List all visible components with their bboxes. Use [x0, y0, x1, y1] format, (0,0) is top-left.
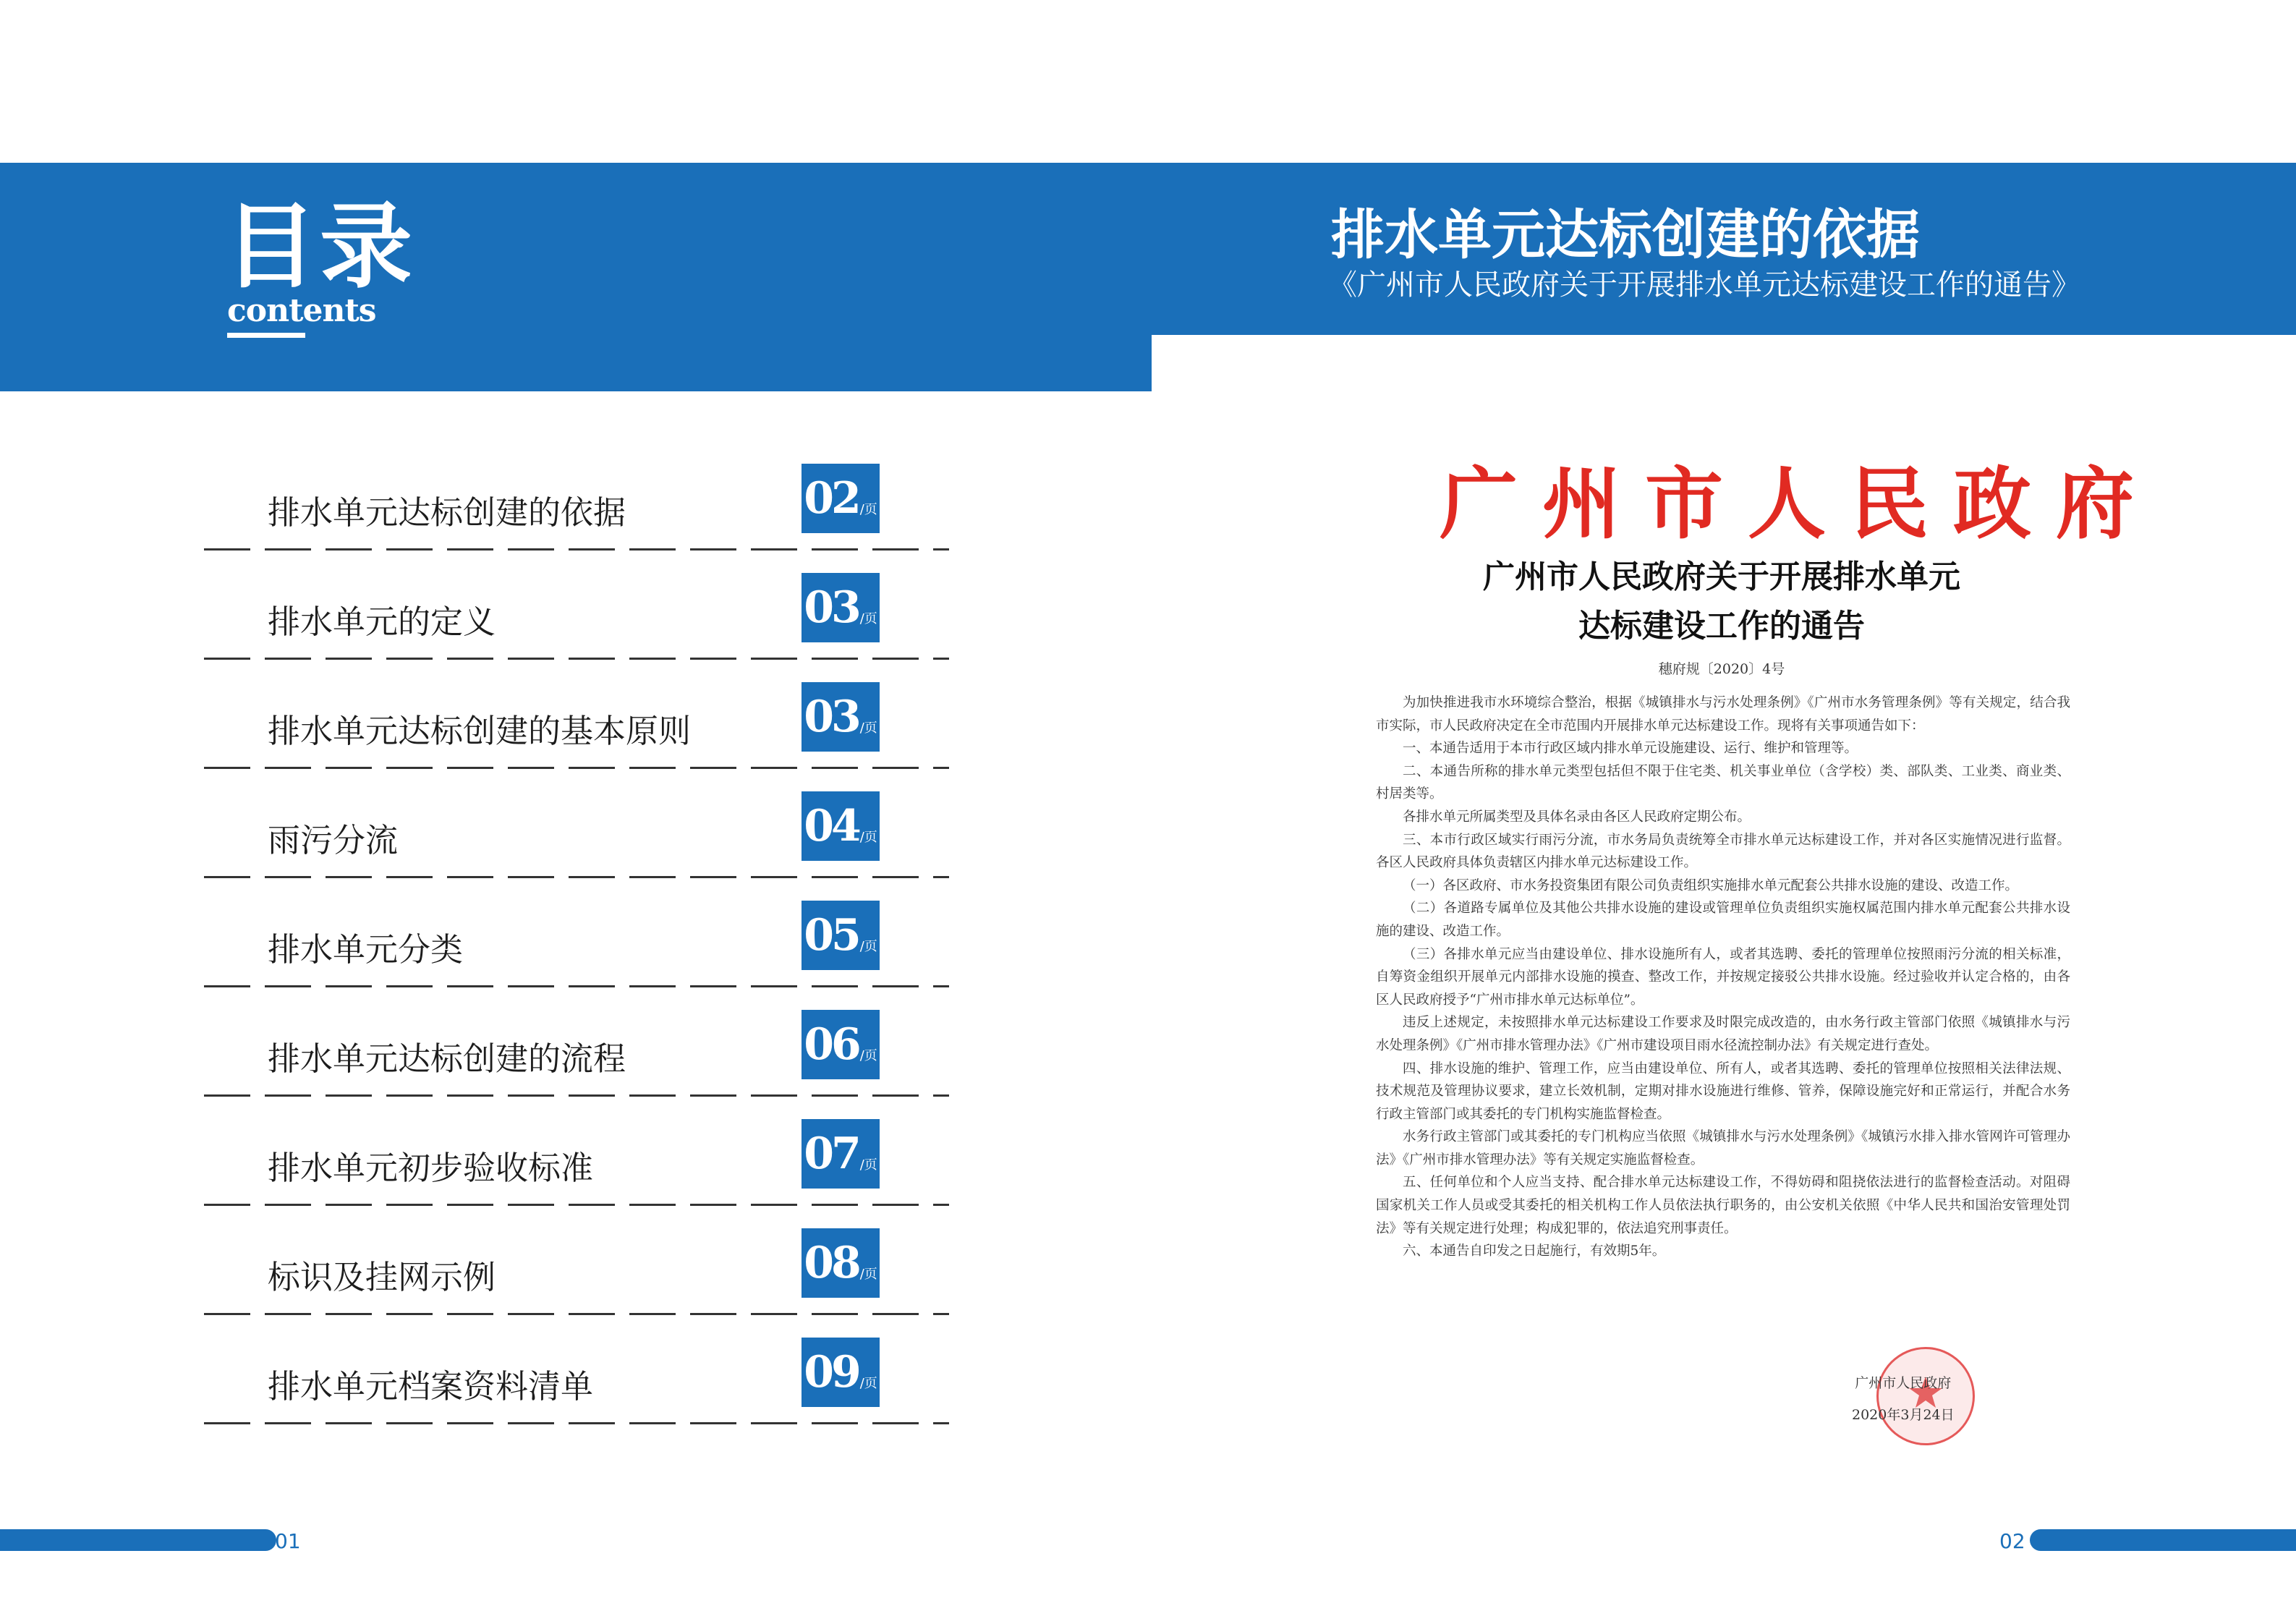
document-title-line: 广州市人民政府关于开展排水单元 — [1483, 558, 1960, 595]
document-paragraph: 二、本通告所称的排水单元类型包括但不限于住宅类、机关事业单位（含学校）类、部队类、工业类、商业类、村居类等。 — [1376, 763, 2070, 802]
document-title-line: 达标建设工作的通告 — [1578, 608, 1865, 645]
document-body — [1376, 692, 2070, 1263]
toc-item[interactable] — [204, 1206, 949, 1315]
toc-page-suffix: /页 — [859, 720, 877, 736]
toc-page-number: 05 — [804, 910, 859, 961]
toc-item[interactable] — [204, 660, 949, 769]
toc-page-badge — [802, 573, 880, 642]
toc-page-badge — [802, 791, 880, 861]
document-number: 穗府规〔2020〕4号 — [1658, 661, 1785, 677]
toc-item[interactable] — [204, 987, 949, 1097]
toc-page-suffix: /页 — [859, 830, 877, 845]
toc-page-badge — [802, 901, 880, 970]
toc-page-suffix: /页 — [859, 939, 877, 954]
toc-item[interactable] — [204, 769, 949, 878]
document-paragraph: （一）各区政府、市水务投资集团有限公司负责组织实施排水单元配套公共排水设施的建设、改造工作。 — [1403, 877, 2019, 893]
toc-page-badge — [802, 1228, 880, 1298]
toc-item[interactable] — [204, 1097, 949, 1206]
toc-subtitle: contents — [227, 292, 376, 329]
document-paragraph: 各排水单元所属类型及具体名录由各区人民政府定期公布。 — [1403, 809, 1751, 825]
toc-item-label: 排水单元档案资料清单 — [268, 1367, 594, 1406]
toc-item[interactable] — [204, 878, 949, 987]
document-paragraph: （二）各道路专属单位及其他公共排水设施的建设或管理单位负责组织实施权属范围内排水单元配套公共排水设施的建设、改造工作。 — [1376, 901, 2070, 939]
document-signature: 广州市人民政府 — [1855, 1375, 1952, 1391]
toc-item-label: 雨污分流 — [268, 821, 399, 859]
toc-page-badge — [802, 682, 880, 752]
document-paragraph: 三、本市行政区域实行雨污分流，市水务局负责统筹全市排水单元达标建设工作，并对各区实施情况进行监督。各区人民政府具体负责辖区内排水单元达标建设工作。 — [1376, 832, 2070, 871]
dashed-divider — [204, 1422, 949, 1424]
toc-page-suffix: /页 — [859, 1157, 877, 1173]
toc-page-number: 07 — [804, 1128, 859, 1179]
toc-item-label: 排水单元达标创建的基本原则 — [268, 712, 692, 750]
toc-page-number: 04 — [804, 801, 859, 851]
footer-bar-left-cap — [260, 1529, 276, 1551]
toc-page-badge — [802, 1010, 880, 1079]
document-paragraph: 四、排水设施的维护、管理工作，应当由建设单位、所有人，或者其选聘、委托的管理单位按照相关法律法规、技术规范及管理协议要求，建立长效机制，定期对排水设施进行维修、管养，保障设施完好和正常运行，并配合水务行政主管部门或其委托的专门机构实施监督检查。 — [1376, 1060, 2070, 1122]
document-title — [1374, 553, 2069, 651]
document-paragraph: 违反上述规定，未按照排水单元达标建设工作要求及时限完成改造的，由水务行政主管部门依照《城镇排水与污水处理条例》《广州市排水管理办法》《广州市建设项目雨水径流控制办法》有关规定进行查处。 — [1376, 1015, 2070, 1053]
toc-item-label: 标识及挂网示例 — [268, 1258, 496, 1296]
toc-page-number: 03 — [804, 692, 859, 742]
toc-item[interactable] — [204, 1315, 949, 1424]
toc-page-suffix: /页 — [859, 611, 877, 626]
toc-item[interactable] — [204, 550, 949, 660]
toc-header-banner — [0, 163, 1152, 391]
toc-item-label: 排水单元初步验收标准 — [268, 1149, 594, 1187]
toc-item[interactable] — [204, 441, 949, 550]
toc-page-number: 08 — [804, 1238, 859, 1288]
footer-bar-right-cap — [2030, 1529, 2046, 1551]
toc-page-number: 03 — [804, 582, 859, 633]
toc-page-badge — [802, 1119, 880, 1189]
document-paragraph: 六、本通告自印发之日起施行，有效期5年。 — [1403, 1243, 1666, 1259]
document-paragraph: 一、本通告适用于本市行政区域内排水单元设施建设、运行、维护和管理等。 — [1403, 741, 1858, 757]
footer-bar-left — [0, 1529, 260, 1551]
toc-title: 目录 — [224, 193, 416, 301]
document-signature-block — [1852, 1367, 1955, 1431]
document-paragraph: （三）各排水单元应当由建设单位、排水设施所有人，或者其选聘、委托的管理单位按照雨污分流的相关标准，自筹资金组织开展单元内部排水设施的摸查、整改工作，并按规定接驳公共排水设施。经过验收并认定合格的，由各区人民政府授予“广州市排水单元达标单位”。 — [1376, 946, 2070, 1008]
toc-item-label: 排水单元达标创建的流程 — [268, 1040, 626, 1078]
toc-item-label: 排水单元的定义 — [268, 603, 496, 641]
toc-page-suffix: /页 — [859, 1048, 877, 1063]
document-issuer-header: 广州市人民政府 — [1440, 459, 2159, 550]
document-date: 2020年3月24日 — [1852, 1407, 1955, 1423]
toc-page-number: 06 — [804, 1019, 859, 1070]
document-paragraph: 水务行政主管部门或其委托的专门机构应当依照《城镇排水与污水处理条例》《城镇污水排入排水管网许可管理办法》《广州市排水管理办法》等有关规定实施监督检查。 — [1376, 1129, 2070, 1168]
document-paragraph: 五、任何单位和个人应当支持、配合排水单元达标建设工作，不得妨碍和阻挠依法进行的监督检查活动。对阻碍国家机关工作人员或受其委托的相关机构工作人员依法执行职务的，由公安机关依照《中华人民共和国治安管理处罚法》等有关规定进行处理；构成犯罪的，依法追究刑事责任。 — [1376, 1175, 2070, 1236]
toc-underline — [227, 333, 305, 338]
section-title: 排水单元达标创建的依据 — [1331, 204, 1920, 266]
toc-page-suffix: /页 — [859, 1376, 877, 1391]
toc-page-suffix: /页 — [859, 1267, 877, 1282]
toc-page-badge — [802, 1338, 880, 1407]
toc-page-number: 09 — [804, 1347, 859, 1398]
toc-list — [204, 441, 949, 1424]
page-number-left: 01 — [275, 1529, 301, 1553]
toc-page-suffix: /页 — [859, 502, 877, 517]
toc-page-number: 02 — [804, 473, 859, 524]
toc-item-label: 排水单元达标创建的依据 — [268, 493, 626, 532]
section-subtitle: 《广州市人民政府关于开展排水单元达标建设工作的通告》 — [1328, 268, 2080, 302]
document-paragraph: 为加快推进我市水环境综合整治，根据《城镇排水与污水处理条例》《广州市水务管理条例》等有关规定，结合我市实际，市人民政府决定在全市范围内开展排水单元达标建设工作。现将有关事项通告如下： — [1376, 695, 2070, 734]
toc-page-badge — [802, 464, 880, 533]
page-number-right: 02 — [1999, 1529, 2025, 1553]
footer-bar-right — [2046, 1529, 2296, 1551]
toc-item-label: 排水单元分类 — [268, 930, 464, 969]
